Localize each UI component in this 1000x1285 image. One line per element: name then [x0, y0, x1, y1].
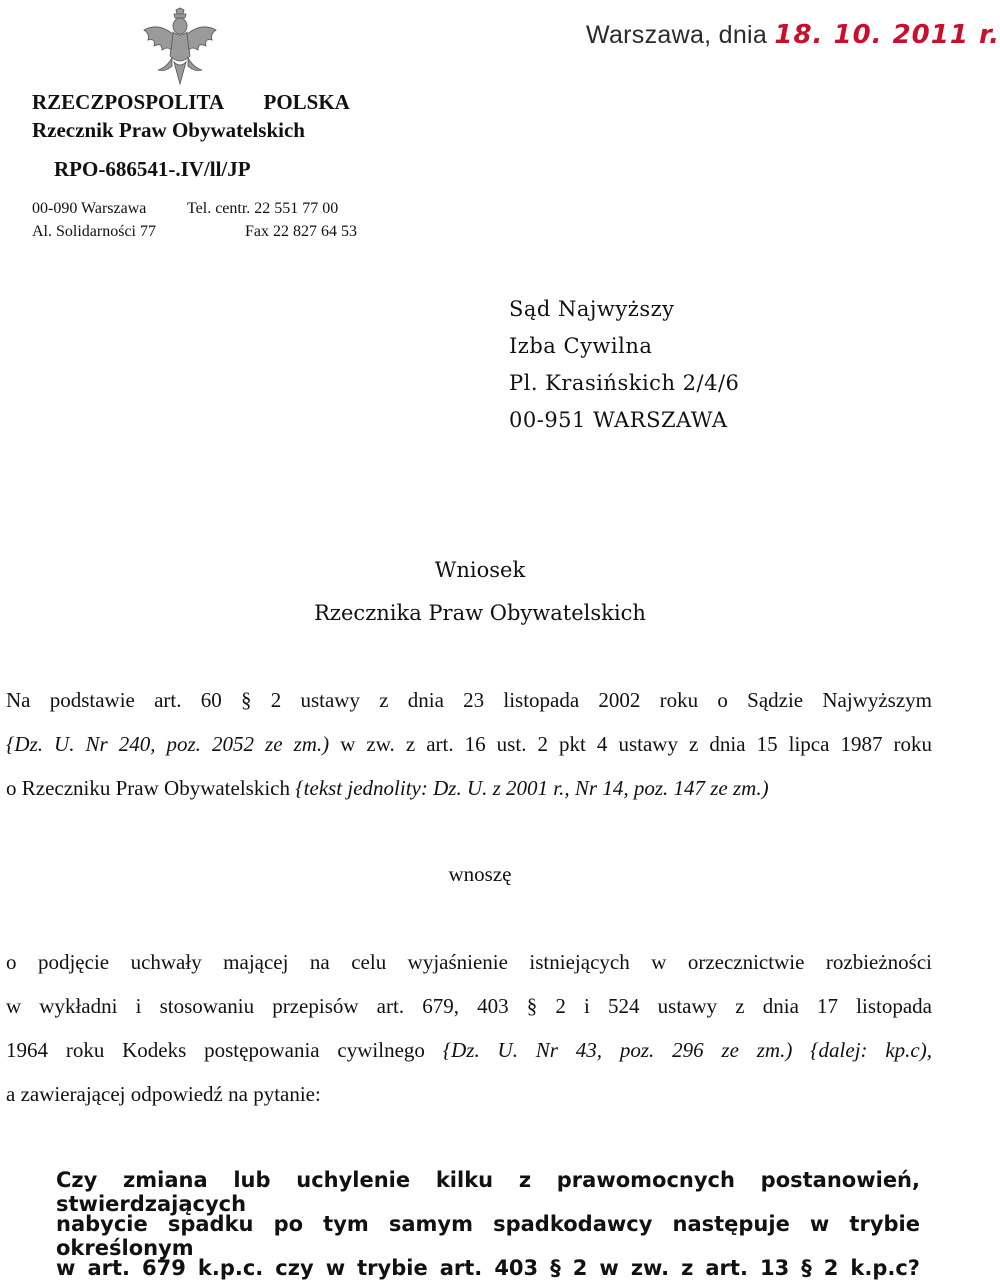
- reference-number: RPO-686541-.IV/ll/JP: [54, 157, 251, 181]
- document-date: [586, 20, 1000, 50]
- question-line-1: Czy zmiana lub uchylenie kilku z prawomocnych postanowień, stwierdzających: [56, 1168, 920, 1216]
- intro-line-3-text: o Rzeczniku Praw Obywatelskich: [6, 776, 296, 800]
- handwritten-date: 18. 10. 2011 r.: [774, 20, 1000, 50]
- question-line-3: w art. 679 k.p.c. czy w trybie art. 403 § 2 w zw. z art. 13 § 2 k.p.c?: [56, 1256, 920, 1280]
- intro-line-2: [6, 732, 932, 757]
- body-line-1: o podjęcie uchwały mającej na celu wyjaśnienie istniejących w orzecznictwie rozbieżności: [6, 950, 932, 974]
- body-line-3-text: 1964 roku Kodeks postępowania cywilnego: [6, 1038, 443, 1062]
- date-prefix: Warszawa, dnia: [586, 21, 768, 49]
- recipient-chamber: Izba Cywilna: [509, 334, 653, 358]
- polish-eagle-emblem-icon: [140, 8, 220, 86]
- sender-country: [32, 90, 350, 115]
- intro-citation-2: {tekst jednolity: Dz. U. z 2001 r., Nr 14, poz. 147 ze zm.): [295, 776, 769, 800]
- intro-line-1: Na podstawie art. 60 § 2 ustawy z dnia 23 listopada 2002 roku o Sądzie Najwyższym: [6, 688, 932, 712]
- sender-phone: Tel. centr. 22 551 77 00: [187, 200, 339, 217]
- body-citation: {Dz. U. Nr 43, poz. 296 ze zm.) {dalej: kp.c),: [442, 1038, 933, 1062]
- question-line-2: nabycie spadku po tym samym spadkodawcy następuje w trybie określonym: [56, 1212, 920, 1260]
- recipient-name: Sąd Najwyższy: [509, 297, 675, 321]
- sender-fax: Fax 22 827 64 53: [245, 223, 357, 240]
- sender-country-word-1: RZECZPOSPOLITA: [32, 90, 223, 114]
- sender-postal: 00-090 Warszawa: [32, 200, 147, 217]
- recipient-city: 00-951 WARSZAWA: [509, 408, 728, 432]
- sender-country-word-2: POLSKA: [263, 90, 350, 114]
- sender-institution: Rzecznik Praw Obywatelskich: [32, 118, 305, 142]
- intro-citation-1: {Dz. U. Nr 240, poz. 2052 ze zm.): [6, 732, 330, 756]
- body-line-4: a zawierającej odpowiedź na pytanie:: [6, 1082, 321, 1106]
- document-subtitle: Rzecznika Praw Obywatelskich: [314, 601, 646, 625]
- intro-line-2-text: w zw. z art. 16 ust. 2 pkt 4 ustawy z dnia 15 lipca 1987 roku: [329, 732, 933, 756]
- sender-street: Al. Solidarności 77: [32, 223, 156, 240]
- body-line-2: w wykładni i stosowaniu przepisów art. 679, 403 § 2 i 524 ustawy z dnia 17 listopada: [6, 994, 932, 1018]
- document-title: Wniosek: [434, 558, 526, 582]
- intro-line-3: [6, 776, 769, 801]
- request-word: wnoszę: [448, 862, 512, 886]
- recipient-street: Pl. Krasińskich 2/4/6: [509, 371, 740, 395]
- body-line-3: [6, 1038, 932, 1063]
